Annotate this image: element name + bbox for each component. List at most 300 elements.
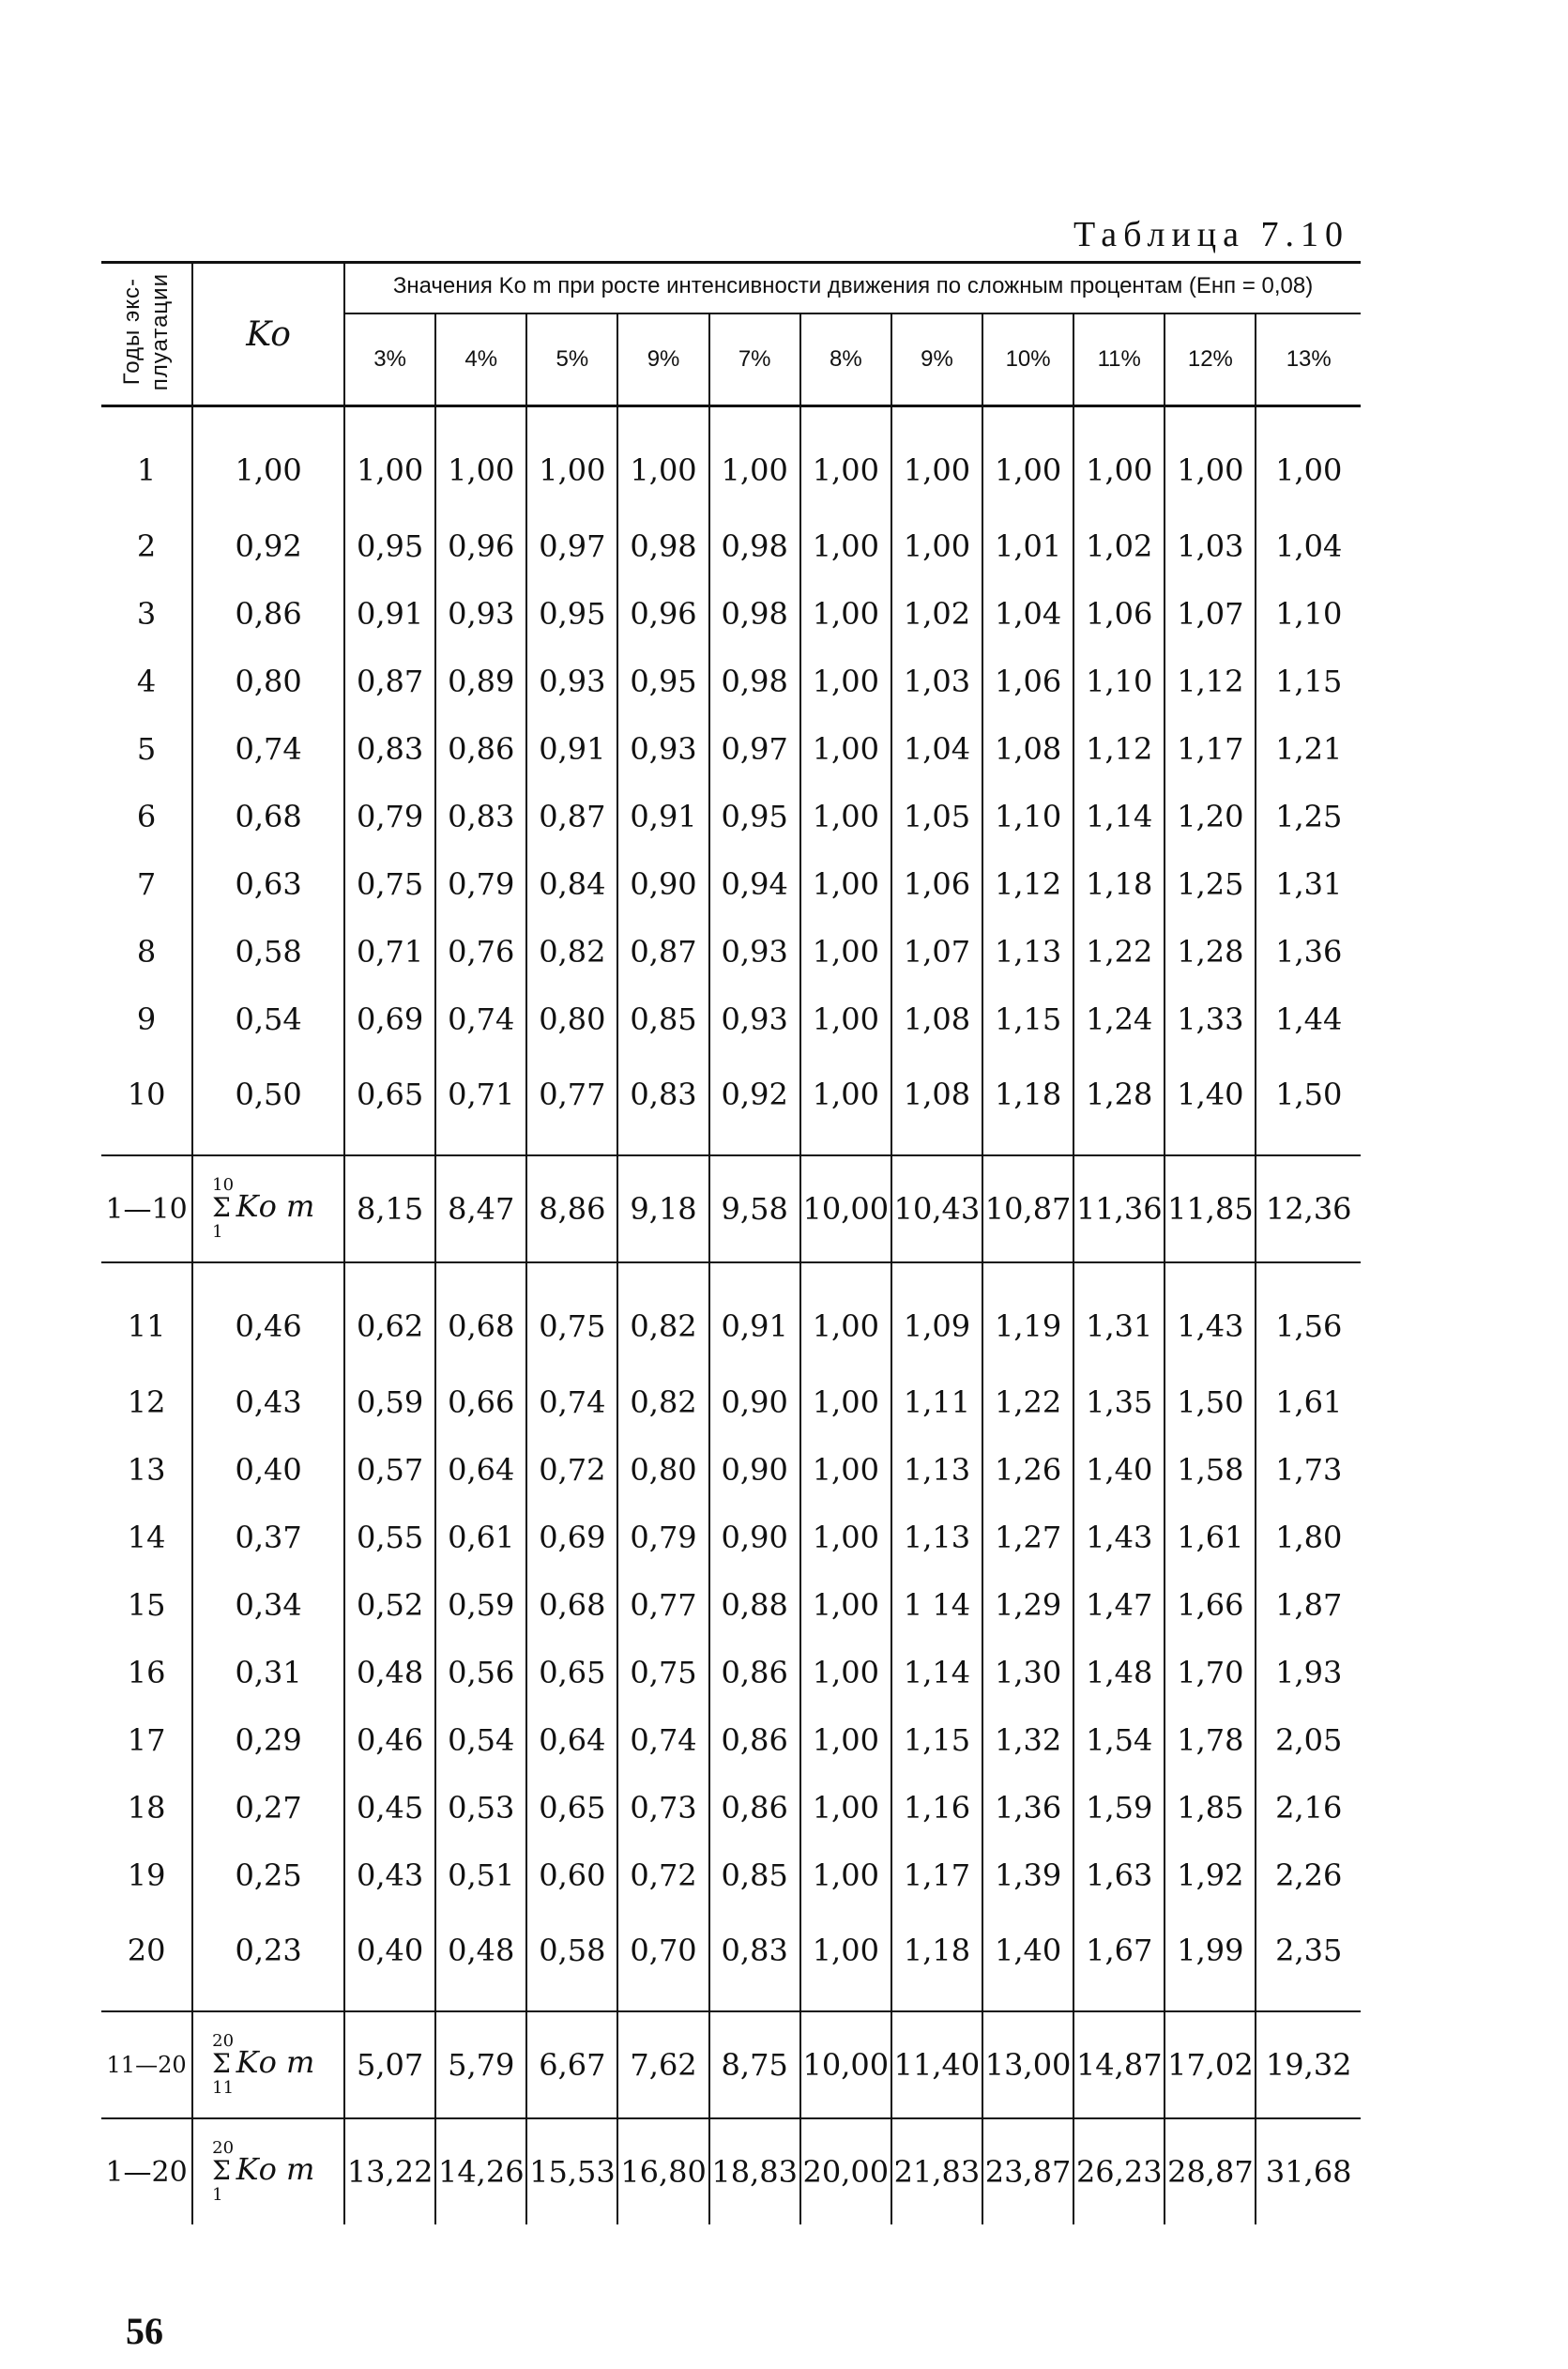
k0-cell: 0,27 [192, 1774, 344, 1842]
value-cell: 0,86 [709, 1774, 800, 1842]
year-cell: 9 [101, 986, 192, 1053]
value-cell: 0,82 [617, 1368, 708, 1436]
value-cell: 1,18 [1073, 850, 1165, 918]
value-cell: 2,26 [1275, 1857, 1343, 1893]
value-cell: 0,60 [526, 1842, 617, 1909]
value-cell: 1,08 [982, 715, 1073, 783]
value-cell: 1,31 [1275, 866, 1343, 902]
year-cell: 20 [101, 1909, 192, 2011]
value-cell: 1,50 [1165, 1368, 1256, 1436]
values-group-header: Значения Kо m при росте интенсивности движения по сложным процентам (Eнп = 0,08) [344, 263, 1361, 314]
value-cell: 0,95 [709, 783, 800, 850]
sigma-symbol: Σ [212, 2155, 231, 2186]
value-cell: 1,48 [1073, 1639, 1165, 1706]
value-cell: 1,13 [891, 1436, 982, 1504]
value-cell: 0,71 [344, 918, 435, 986]
table-row [101, 580, 1361, 648]
sum-upper-limit: 20 [212, 2031, 235, 2051]
value-cell: 0,48 [344, 1639, 435, 1706]
value-cell: 1,00 [891, 512, 982, 580]
value-cell: 0,83 [344, 715, 435, 783]
sum-term: Kо m [236, 2044, 315, 2080]
table-row [101, 850, 1361, 918]
percent-header: 10% [982, 313, 1073, 406]
year-cell: 1 [101, 406, 192, 513]
year-cell: 16 [101, 1639, 192, 1706]
value-cell: 0,74 [526, 1368, 617, 1436]
value-cell: 1,27 [982, 1504, 1073, 1571]
value-cell: 1,15 [891, 1706, 982, 1774]
sum-formula-cell [192, 2118, 344, 2224]
value-cell: 0,94 [709, 850, 800, 918]
value-cell: 0,74 [435, 986, 526, 1053]
value-cell: 0,82 [526, 918, 617, 986]
sum-expression [212, 2044, 343, 2080]
value-cell: 1,00 [800, 512, 891, 580]
k0-cell: 0,74 [192, 715, 344, 783]
value-cell: 0,61 [435, 1504, 526, 1571]
percent-header: 7% [709, 313, 800, 406]
sum-value-cell: 10,00 [800, 1155, 891, 1262]
value-cell: 0,97 [709, 715, 800, 783]
value-cell: 1,06 [891, 850, 982, 918]
value-cell: 0,90 [617, 850, 708, 918]
value-cell: 0,80 [526, 986, 617, 1053]
value-cell: 1,29 [982, 1571, 1073, 1639]
value-cell: 1,03 [891, 648, 982, 715]
sum-value-cell: 23,87 [982, 2118, 1073, 2224]
value-cell: 1,43 [1073, 1504, 1165, 1571]
sum-value-cell: 9,18 [617, 1155, 708, 1262]
value-cell: 0,59 [344, 1368, 435, 1436]
value-cell: 0,46 [344, 1706, 435, 1774]
value-cell: 0,91 [526, 715, 617, 783]
value-cell: 0,66 [435, 1368, 526, 1436]
sum-value-cell: 5,07 [344, 2011, 435, 2118]
value-cell: 0,56 [435, 1639, 526, 1706]
value-cell: 1,36 [1275, 934, 1343, 970]
value-cell: 0,65 [344, 1053, 435, 1155]
table-row [101, 1368, 1361, 1436]
value-cell: 1,00 [800, 1368, 891, 1436]
value-cell: 1,47 [1073, 1571, 1165, 1639]
sum-upper-limit: 10 [212, 1175, 235, 1195]
k0-cell: 0,63 [192, 850, 344, 918]
value-cell: 0,72 [526, 1436, 617, 1504]
percent-header: 3% [344, 313, 435, 406]
year-cell: 19 [101, 1842, 192, 1909]
value-cell: 1,10 [1275, 596, 1343, 632]
value-cell: 1,00 [800, 715, 891, 783]
value-cell: 1,00 [435, 406, 526, 513]
value-cell: 0,55 [344, 1504, 435, 1571]
value-cell: 1,17 [891, 1842, 982, 1909]
value-cell: 0,69 [526, 1504, 617, 1571]
value-cell: 1,00 [891, 406, 982, 513]
value-cell: 1,00 [800, 1639, 891, 1706]
table-row [101, 1706, 1361, 1774]
value-cell: 0,86 [709, 1639, 800, 1706]
year-cell: 12 [101, 1368, 192, 1436]
sum-range-cell: 1—10 [101, 1155, 192, 1262]
k0-cell: 0,25 [192, 1842, 344, 1909]
year-cell: 6 [101, 783, 192, 850]
k0-cell: 0,92 [192, 512, 344, 580]
sum-value-cell: 8,15 [344, 1155, 435, 1262]
value-cell: 0,83 [709, 1909, 800, 2011]
value-cell: 0,62 [344, 1262, 435, 1368]
value-cell: 2,35 [1275, 1933, 1343, 1968]
value-cell: 1,16 [891, 1774, 982, 1842]
sum-value-cell: 12,36 [1256, 1155, 1361, 1262]
value-cell: 0,87 [526, 783, 617, 850]
value-cell: 1,09 [891, 1262, 982, 1368]
value-cell: 1,00 [709, 406, 800, 513]
year-cell: 2 [101, 512, 192, 580]
value-cell: 0,77 [617, 1571, 708, 1639]
value-cell: 0,88 [709, 1571, 800, 1639]
table-row [101, 406, 1361, 513]
sum-value-cell: 18,83 [709, 2118, 800, 2224]
sum-value-cell: 11,85 [1165, 1155, 1256, 1262]
year-cell: 11 [101, 1262, 192, 1368]
sum-range-cell: 1—20 [101, 2118, 192, 2224]
value-cell: 1,78 [1165, 1706, 1256, 1774]
sum-value-cell: 13,00 [982, 2011, 1073, 2118]
value-cell: 0,90 [709, 1368, 800, 1436]
value-cell: 0,73 [617, 1774, 708, 1842]
value-cell: 1,00 [800, 918, 891, 986]
value-cell: 1,43 [1165, 1262, 1256, 1368]
percent-header: 4% [435, 313, 526, 406]
value-cell: 1,28 [1165, 918, 1256, 986]
value-cell: 1,54 [1073, 1706, 1165, 1774]
year-cell: 17 [101, 1706, 192, 1774]
value-cell: 0,98 [709, 648, 800, 715]
k0-cell: 0,50 [192, 1053, 344, 1155]
value-cell: 1,00 [800, 648, 891, 715]
value-cell: 1,99 [1165, 1909, 1256, 2011]
sigma-symbol: Σ [212, 2048, 231, 2079]
value-cell: 0,80 [617, 1436, 708, 1504]
value-cell: 0,91 [709, 1262, 800, 1368]
value-cell: 0,48 [435, 1909, 526, 2011]
value-cell: 1,15 [1275, 664, 1343, 699]
sum-lower-limit: 1 [212, 1222, 223, 1242]
value-cell: 1,30 [982, 1639, 1073, 1706]
value-cell: 1,06 [982, 648, 1073, 715]
value-cell: 0,92 [709, 1053, 800, 1155]
value-cell: 1,63 [1073, 1842, 1165, 1909]
value-cell: 0,90 [709, 1504, 800, 1571]
sum-value-cell: 5,79 [435, 2011, 526, 2118]
percent-header: 12% [1165, 313, 1256, 406]
value-cell: 1,00 [800, 1774, 891, 1842]
value-cell: 0,52 [344, 1571, 435, 1639]
sum-value-cell: 10,43 [891, 1155, 982, 1262]
value-cell: 1,00 [800, 850, 891, 918]
value-cell: 0,93 [709, 918, 800, 986]
sum-formula-cell [192, 2011, 344, 2118]
sum-value-cell: 20,00 [800, 2118, 891, 2224]
table-row [101, 1436, 1361, 1504]
value-cell: 0,83 [617, 1053, 708, 1155]
value-cell: 1,17 [1165, 715, 1256, 783]
sum-value-cell: 31,68 [1256, 2118, 1361, 2224]
k0-cell: 1,00 [192, 406, 344, 513]
table-row [101, 1842, 1361, 1909]
sum-lower-limit: 1 [212, 2185, 223, 2205]
table-row [101, 648, 1361, 715]
k0-cell: 0,68 [192, 783, 344, 850]
value-cell: 1,10 [982, 783, 1073, 850]
value-cell: 1,25 [1165, 850, 1256, 918]
sum-value-cell: 6,67 [526, 2011, 617, 2118]
value-cell: 1,00 [800, 1504, 891, 1571]
value-cell: 0,64 [526, 1706, 617, 1774]
value-cell: 1,31 [1073, 1262, 1165, 1368]
value-cell: 1,07 [1165, 580, 1256, 648]
value-cell: 0,91 [617, 783, 708, 850]
sigma-symbol: Σ [212, 1192, 231, 1223]
value-cell: 0,45 [344, 1774, 435, 1842]
value-cell: 0,58 [526, 1909, 617, 2011]
value-cell: 1,02 [891, 580, 982, 648]
value-cell: 0,71 [435, 1053, 526, 1155]
sum-row [101, 2011, 1361, 2118]
value-cell: 2,16 [1275, 1790, 1343, 1826]
years-header [101, 263, 192, 406]
value-cell: 1,04 [1275, 528, 1343, 564]
value-cell: 1,00 [1275, 452, 1343, 488]
value-cell: 1,14 [1073, 783, 1165, 850]
value-cell: 1,87 [1275, 1587, 1343, 1623]
table-row [101, 1053, 1361, 1155]
value-cell: 1,12 [982, 850, 1073, 918]
sum-value-cell: 9,58 [709, 1155, 800, 1262]
value-cell: 1,00 [800, 783, 891, 850]
k0-cell: 0,46 [192, 1262, 344, 1368]
value-cell: 1,28 [1073, 1053, 1165, 1155]
k0-cell: 0,34 [192, 1571, 344, 1639]
value-cell: 0,64 [435, 1436, 526, 1504]
table-row [101, 783, 1361, 850]
table-row [101, 512, 1361, 580]
value-cell: 0,65 [526, 1639, 617, 1706]
value-cell: 1,66 [1165, 1571, 1256, 1639]
value-cell: 1,04 [982, 580, 1073, 648]
value-cell: 1,40 [982, 1909, 1073, 2011]
value-cell: 1,19 [982, 1262, 1073, 1368]
year-cell: 14 [101, 1504, 192, 1571]
percent-header: 11% [1073, 313, 1165, 406]
value-cell: 0,96 [617, 580, 708, 648]
value-cell: 1,93 [1275, 1655, 1343, 1690]
year-cell: 18 [101, 1774, 192, 1842]
value-cell: 1,00 [1073, 406, 1165, 513]
value-cell: 1,00 [982, 406, 1073, 513]
value-cell: 1,00 [800, 1262, 891, 1368]
value-cell: 0,86 [709, 1706, 800, 1774]
value-cell: 1,35 [1073, 1368, 1165, 1436]
sum-value-cell: 8,75 [709, 2011, 800, 2118]
data-table [101, 261, 1361, 2224]
value-cell: 0,76 [435, 918, 526, 986]
percent-header: 5% [526, 313, 617, 406]
value-cell: 1,00 [800, 1436, 891, 1504]
value-cell: 1,36 [982, 1774, 1073, 1842]
year-cell: 15 [101, 1571, 192, 1639]
sum-term: Kо m [236, 2151, 315, 2187]
sum-value-cell: 26,23 [1073, 2118, 1165, 2224]
value-cell: 0,98 [709, 512, 800, 580]
table-row [101, 1909, 1361, 2011]
value-cell: 1,00 [800, 1053, 891, 1155]
value-cell: 1,39 [982, 1842, 1073, 1909]
year-cell: 7 [101, 850, 192, 918]
value-cell: 1,00 [344, 406, 435, 513]
value-cell: 1,00 [800, 1842, 891, 1909]
sum-term: Kо m [236, 1188, 315, 1224]
value-cell: 0,83 [435, 783, 526, 850]
value-cell: 1,00 [617, 406, 708, 513]
sum-value-cell: 8,47 [435, 1155, 526, 1262]
value-cell: 0,93 [526, 648, 617, 715]
year-cell: 5 [101, 715, 192, 783]
value-cell: 1,15 [982, 986, 1073, 1053]
sum-value-cell: 13,22 [344, 2118, 435, 2224]
sum-value-cell: 19,32 [1256, 2011, 1361, 2118]
value-cell: 1,06 [1073, 580, 1165, 648]
value-cell: 0,75 [344, 850, 435, 918]
value-cell: 0,70 [617, 1909, 708, 2011]
value-cell: 1,00 [800, 1571, 891, 1639]
value-cell: 1,18 [891, 1909, 982, 2011]
k0-cell: 0,43 [192, 1368, 344, 1436]
value-cell: 0,93 [709, 986, 800, 1053]
value-cell: 0,57 [344, 1436, 435, 1504]
value-cell: 1,00 [800, 1909, 891, 2011]
value-cell: 0,97 [526, 512, 617, 580]
value-cell: 1,67 [1073, 1909, 1165, 2011]
value-cell: 0,82 [617, 1262, 708, 1368]
k0-header: Ko [192, 263, 344, 406]
value-cell: 1,61 [1165, 1504, 1256, 1571]
year-cell: 3 [101, 580, 192, 648]
value-cell: 0,84 [526, 850, 617, 918]
value-cell: 1,12 [1165, 648, 1256, 715]
value-cell: 2,05 [1275, 1722, 1343, 1758]
value-cell: 1,00 [526, 406, 617, 513]
years-header-label: Годы экс- плуатации [119, 273, 174, 391]
value-cell: 0,43 [344, 1842, 435, 1909]
k0-cell: 0,23 [192, 1909, 344, 2011]
table-body [101, 406, 1361, 2225]
sum-value-cell: 11,36 [1073, 1155, 1165, 1262]
value-cell: 1,04 [891, 715, 982, 783]
value-cell: 0,51 [435, 1842, 526, 1909]
percent-header: 8% [800, 313, 891, 406]
sum-value-cell: 15,53 [526, 2118, 617, 2224]
value-cell: 1,20 [1165, 783, 1256, 850]
value-cell: 1,58 [1165, 1436, 1256, 1504]
value-cell: 0,40 [344, 1909, 435, 2011]
value-cell: 0,87 [617, 918, 708, 986]
table-row [101, 715, 1361, 783]
value-cell: 0,87 [344, 648, 435, 715]
k0-cell: 0,37 [192, 1504, 344, 1571]
value-cell: 1,13 [891, 1504, 982, 1571]
value-cell: 1 14 [891, 1571, 982, 1639]
year-cell: 13 [101, 1436, 192, 1504]
sum-value-cell: 10,00 [800, 2011, 891, 2118]
sum-value-cell: 14,87 [1073, 2011, 1165, 2118]
value-cell: 1,05 [891, 783, 982, 850]
value-cell: 1,44 [1275, 1001, 1343, 1037]
value-cell: 1,22 [982, 1368, 1073, 1436]
sum-row [101, 1155, 1361, 1262]
table-row [101, 1262, 1361, 1368]
k0-cell: 0,31 [192, 1639, 344, 1706]
value-cell: 1,56 [1275, 1308, 1343, 1344]
value-cell: 0,75 [526, 1262, 617, 1368]
value-cell: 0,93 [617, 715, 708, 783]
value-cell: 1,59 [1073, 1774, 1165, 1842]
sum-range-cell: 11—20 [101, 2011, 192, 2118]
value-cell: 1,73 [1275, 1452, 1343, 1488]
value-cell: 0,75 [617, 1639, 708, 1706]
year-cell: 10 [101, 1053, 192, 1155]
value-cell: 1,80 [1275, 1520, 1343, 1555]
page-number: 56 [126, 2310, 163, 2352]
value-cell: 1,25 [1275, 799, 1343, 834]
value-cell: 1,02 [1073, 512, 1165, 580]
value-cell: 0,68 [435, 1262, 526, 1368]
sum-value-cell: 28,87 [1165, 2118, 1256, 2224]
percent-header: 13% [1256, 313, 1361, 406]
value-cell: 0,96 [435, 512, 526, 580]
table-header [101, 263, 1361, 406]
value-cell: 0,79 [617, 1504, 708, 1571]
sum-formula-cell [192, 1155, 344, 1262]
value-cell: 1,00 [800, 580, 891, 648]
value-cell: 1,18 [982, 1053, 1073, 1155]
value-cell: 0,98 [617, 512, 708, 580]
sum-value-cell: 17,02 [1165, 2011, 1256, 2118]
value-cell: 1,33 [1165, 986, 1256, 1053]
value-cell: 0,72 [617, 1842, 708, 1909]
value-cell: 1,24 [1073, 986, 1165, 1053]
sum-value-cell: 11,40 [891, 2011, 982, 2118]
value-cell: 0,98 [709, 580, 800, 648]
table-row [101, 1504, 1361, 1571]
table-row [101, 1571, 1361, 1639]
value-cell: 1,07 [891, 918, 982, 986]
sum-value-cell: 10,87 [982, 1155, 1073, 1262]
k0-cell: 0,80 [192, 648, 344, 715]
value-cell: 1,85 [1165, 1774, 1256, 1842]
value-cell: 1,00 [1165, 406, 1256, 513]
table-title: Таблица 7.10 [1073, 215, 1349, 254]
value-cell: 1,40 [1073, 1436, 1165, 1504]
value-cell: 1,01 [982, 512, 1073, 580]
value-cell: 0,59 [435, 1571, 526, 1639]
sum-value-cell: 16,80 [617, 2118, 708, 2224]
value-cell: 1,10 [1073, 648, 1165, 715]
k0-cell: 0,58 [192, 918, 344, 986]
value-cell: 1,92 [1165, 1842, 1256, 1909]
value-cell: 0,79 [344, 783, 435, 850]
